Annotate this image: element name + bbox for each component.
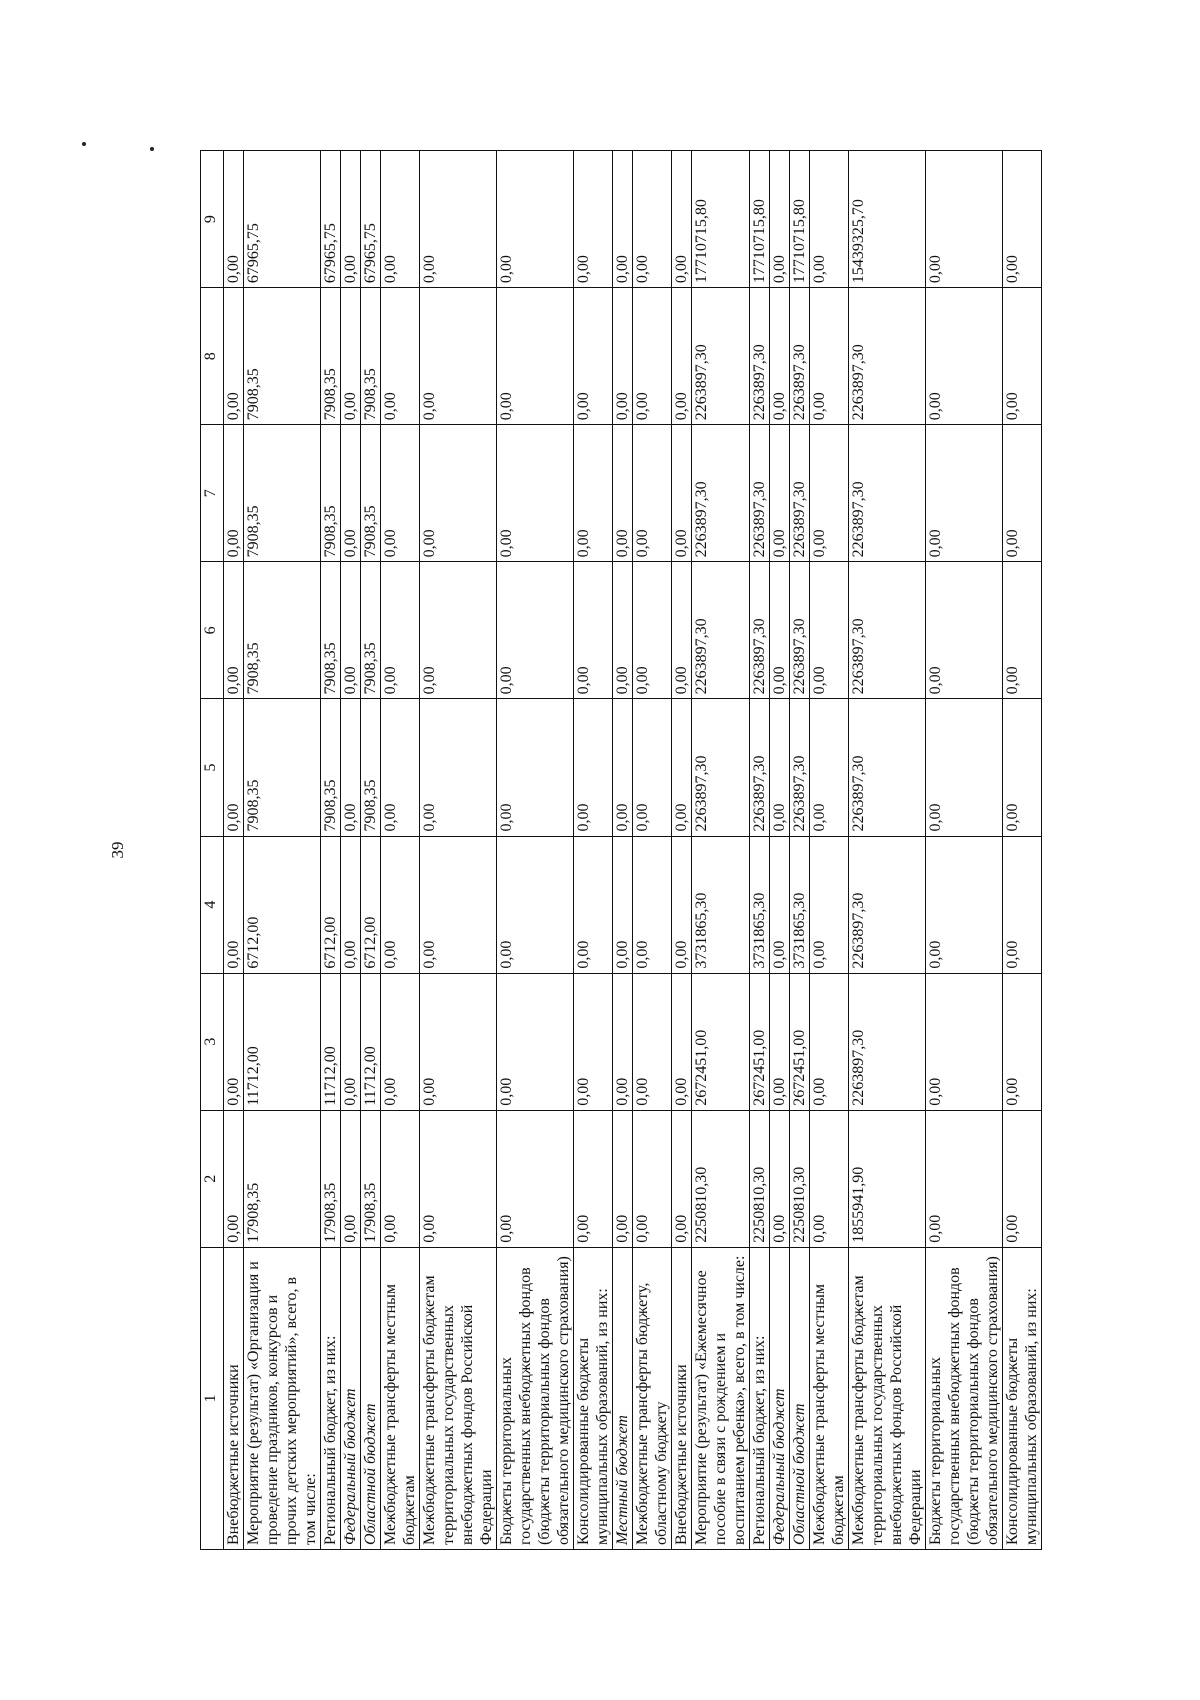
value-cell: 7908,35	[321, 562, 341, 699]
row-label: Региональный бюджет, из них:	[750, 1247, 770, 1549]
table-row	[613, 151, 633, 1550]
value-cell: 0,00	[497, 973, 574, 1110]
value-cell: 0,00	[420, 699, 497, 836]
column-header: 2	[201, 1110, 224, 1247]
column-header: 3	[201, 973, 224, 1110]
value-cell: 0,00	[633, 973, 672, 1110]
value-cell: 67965,75	[361, 151, 381, 288]
row-label: Местный бюджет	[613, 1247, 633, 1549]
value-cell: 3731865,30	[790, 836, 810, 973]
value-cell: 7908,35	[244, 288, 321, 425]
value-cell: 0,00	[420, 836, 497, 973]
value-cell: 0,00	[672, 151, 692, 288]
value-cell: 0,00	[926, 973, 1003, 1110]
value-cell: 0,00	[810, 836, 849, 973]
table-row	[849, 151, 926, 1550]
table-row	[672, 151, 692, 1550]
table-body	[224, 151, 1042, 1550]
value-cell: 2263897,30	[692, 699, 750, 836]
value-cell: 0,00	[926, 288, 1003, 425]
value-cell: 0,00	[420, 151, 497, 288]
value-cell: 0,00	[810, 288, 849, 425]
table-row	[224, 151, 244, 1550]
value-cell: 7908,35	[321, 425, 341, 562]
value-cell: 7908,35	[321, 288, 341, 425]
value-cell: 0,00	[770, 425, 790, 562]
value-cell: 3731865,30	[750, 836, 770, 973]
value-cell: 0,00	[633, 151, 672, 288]
value-cell: 0,00	[770, 699, 790, 836]
row-label: Региональный бюджет, из них:	[321, 1247, 341, 1549]
value-cell: 0,00	[926, 425, 1003, 562]
value-cell: 2263897,30	[750, 288, 770, 425]
row-label: Федеральный бюджет	[341, 1247, 361, 1549]
value-cell: 2263897,30	[750, 699, 770, 836]
table-row	[321, 151, 341, 1550]
value-cell: 11712,00	[244, 973, 321, 1110]
value-cell: 2263897,30	[849, 425, 926, 562]
table-row	[381, 151, 420, 1550]
value-cell: 2250810,30	[750, 1110, 770, 1247]
page-number: 39	[108, 841, 127, 859]
value-cell: 0,00	[633, 699, 672, 836]
value-cell: 0,00	[633, 836, 672, 973]
value-cell: 0,00	[381, 836, 420, 973]
table-row	[770, 151, 790, 1550]
value-cell: 0,00	[810, 699, 849, 836]
table-row	[692, 151, 750, 1550]
value-cell: 0,00	[672, 836, 692, 973]
value-cell: 0,00	[224, 836, 244, 973]
value-cell: 0,00	[574, 151, 613, 288]
row-label: Областной бюджет	[361, 1247, 381, 1549]
value-cell: 0,00	[341, 699, 361, 836]
value-cell: 2263897,30	[692, 425, 750, 562]
table-row	[361, 151, 381, 1550]
row-label: Консолидированные бюджеты муниципальных образований, из них:	[574, 1247, 613, 1549]
value-cell: 0,00	[926, 562, 1003, 699]
value-cell: 6712,00	[321, 836, 341, 973]
value-cell: 0,00	[497, 836, 574, 973]
value-cell: 17908,35	[321, 1110, 341, 1247]
value-cell: 0,00	[341, 836, 361, 973]
column-header: 7	[201, 425, 224, 562]
value-cell: 0,00	[613, 562, 633, 699]
value-cell: 0,00	[613, 288, 633, 425]
value-cell: 0,00	[770, 288, 790, 425]
value-cell: 0,00	[613, 151, 633, 288]
value-cell: 0,00	[574, 836, 613, 973]
row-label: Мероприятие (результат) «Организация и проведение праздников, конкурсов и прочих детских мероприятий», всего, в том числе:	[244, 1247, 321, 1549]
value-cell: 0,00	[420, 288, 497, 425]
value-cell: 7908,35	[321, 699, 341, 836]
value-cell: 2672451,00	[790, 973, 810, 1110]
table-header-row	[201, 151, 224, 1550]
value-cell: 0,00	[224, 151, 244, 288]
row-label: Мероприятие (результат) «Ежемесячное пособие в связи с рождением и воспитанием ребенка», всего, в том числе:	[692, 1247, 750, 1549]
value-cell: 0,00	[497, 425, 574, 562]
value-cell: 0,00	[926, 151, 1003, 288]
value-cell: 0,00	[672, 425, 692, 562]
value-cell: 0,00	[770, 1110, 790, 1247]
value-cell: 0,00	[420, 425, 497, 562]
row-label: Федеральный бюджет	[770, 1247, 790, 1549]
value-cell: 0,00	[574, 973, 613, 1110]
value-cell: 0,00	[497, 562, 574, 699]
value-cell: 1855941,90	[849, 1110, 926, 1247]
value-cell: 0,00	[341, 973, 361, 1110]
value-cell: 7908,35	[244, 699, 321, 836]
value-cell: 17908,35	[361, 1110, 381, 1247]
value-cell: 2263897,30	[750, 562, 770, 699]
value-cell: 2263897,30	[750, 425, 770, 562]
value-cell: 0,00	[613, 1110, 633, 1247]
value-cell: 17710715,80	[790, 151, 810, 288]
value-cell: 0,00	[224, 425, 244, 562]
value-cell: 0,00	[381, 562, 420, 699]
value-cell: 0,00	[672, 973, 692, 1110]
table-row	[420, 151, 497, 1550]
value-cell: 2263897,30	[790, 699, 810, 836]
row-label: Консолидированные бюджеты муниципальных образований, из них:	[1003, 1247, 1042, 1549]
value-cell: 0,00	[497, 151, 574, 288]
value-cell: 0,00	[810, 151, 849, 288]
value-cell: 2263897,30	[849, 836, 926, 973]
value-cell: 0,00	[574, 288, 613, 425]
row-label: Бюджеты территориальных государственных внебюджетных фондов (бюджеты территориальных фондов обязательного медицинского страхования)	[497, 1247, 574, 1549]
value-cell: 7908,35	[244, 562, 321, 699]
value-cell: 0,00	[341, 151, 361, 288]
value-cell: 7908,35	[361, 425, 381, 562]
column-header: 5	[201, 699, 224, 836]
value-cell: 3731865,30	[692, 836, 750, 973]
value-cell: 0,00	[341, 1110, 361, 1247]
table-row	[574, 151, 613, 1550]
column-header: 4	[201, 836, 224, 973]
value-cell: 0,00	[810, 973, 849, 1110]
row-label: Межбюджетные трансферты бюджету, областному бюджету	[633, 1247, 672, 1549]
row-label: Межбюджетные трансферты бюджетам территориальных государственных внебюджетных фондов Российской Федерации	[420, 1247, 497, 1549]
value-cell: 2250810,30	[692, 1110, 750, 1247]
value-cell: 0,00	[1003, 562, 1042, 699]
value-cell: 0,00	[1003, 973, 1042, 1110]
value-cell: 0,00	[381, 1110, 420, 1247]
value-cell: 0,00	[672, 699, 692, 836]
value-cell: 11712,00	[361, 973, 381, 1110]
row-label: Межбюджетные трансферты бюджетам территориальных государственных внебюджетных фондов Российской Федерации	[849, 1247, 926, 1549]
value-cell: 0,00	[1003, 425, 1042, 562]
value-cell: 0,00	[420, 973, 497, 1110]
row-label: Межбюджетные трансферты местным бюджетам	[810, 1247, 849, 1549]
value-cell: 0,00	[341, 425, 361, 562]
value-cell: 0,00	[613, 836, 633, 973]
table-row	[926, 151, 1003, 1550]
value-cell: 0,00	[633, 1110, 672, 1247]
value-cell: 11712,00	[321, 973, 341, 1110]
value-cell: 67965,75	[244, 151, 321, 288]
value-cell: 2263897,30	[790, 562, 810, 699]
value-cell: 0,00	[672, 562, 692, 699]
value-cell: 0,00	[341, 562, 361, 699]
value-cell: 6712,00	[244, 836, 321, 973]
value-cell: 0,00	[420, 1110, 497, 1247]
value-cell: 0,00	[810, 1110, 849, 1247]
value-cell: 2250810,30	[790, 1110, 810, 1247]
rotated-table-wrapper	[200, 150, 1200, 1545]
value-cell: 0,00	[497, 1110, 574, 1247]
value-cell: 2263897,30	[849, 973, 926, 1110]
table-row	[810, 151, 849, 1550]
value-cell: 0,00	[574, 562, 613, 699]
table-row	[750, 151, 770, 1550]
value-cell: 7908,35	[361, 699, 381, 836]
table-row	[790, 151, 810, 1550]
value-cell: 2263897,30	[790, 288, 810, 425]
value-cell: 0,00	[224, 973, 244, 1110]
value-cell: 0,00	[381, 288, 420, 425]
table-row	[341, 151, 361, 1550]
value-cell: 0,00	[381, 699, 420, 836]
column-header: 9	[201, 151, 224, 288]
value-cell: 0,00	[224, 699, 244, 836]
value-cell: 17710715,80	[750, 151, 770, 288]
value-cell: 0,00	[224, 1110, 244, 1247]
row-label: Внебюджетные источники	[224, 1247, 244, 1549]
budget-table	[200, 150, 1042, 1550]
value-cell: 0,00	[770, 973, 790, 1110]
value-cell: 2263897,30	[692, 288, 750, 425]
value-cell: 0,00	[672, 1110, 692, 1247]
value-cell: 0,00	[926, 836, 1003, 973]
value-cell: 0,00	[381, 151, 420, 288]
value-cell: 67965,75	[321, 151, 341, 288]
value-cell: 0,00	[1003, 151, 1042, 288]
value-cell: 0,00	[574, 1110, 613, 1247]
value-cell: 2263897,30	[790, 425, 810, 562]
value-cell: 2263897,30	[692, 562, 750, 699]
value-cell: 0,00	[810, 425, 849, 562]
value-cell: 0,00	[633, 288, 672, 425]
value-cell: 0,00	[381, 425, 420, 562]
value-cell: 0,00	[574, 425, 613, 562]
value-cell: 0,00	[497, 288, 574, 425]
value-cell: 15439325,70	[849, 151, 926, 288]
value-cell: 0,00	[1003, 836, 1042, 973]
value-cell: 0,00	[497, 699, 574, 836]
value-cell: 17710715,80	[692, 151, 750, 288]
value-cell: 0,00	[770, 836, 790, 973]
value-cell: 17908,35	[244, 1110, 321, 1247]
column-header: 1	[201, 1247, 224, 1549]
scan-speck	[82, 142, 86, 146]
value-cell: 2263897,30	[849, 699, 926, 836]
row-label: Областной бюджет	[790, 1247, 810, 1549]
value-cell: 0,00	[633, 425, 672, 562]
table-row	[497, 151, 574, 1550]
value-cell: 0,00	[810, 562, 849, 699]
value-cell: 2672451,00	[750, 973, 770, 1110]
value-cell: 0,00	[672, 288, 692, 425]
scan-speck	[150, 147, 154, 151]
value-cell: 7908,35	[244, 425, 321, 562]
column-header: 6	[201, 562, 224, 699]
table-row	[1003, 151, 1042, 1550]
value-cell: 0,00	[1003, 1110, 1042, 1247]
value-cell: 0,00	[613, 699, 633, 836]
value-cell: 0,00	[1003, 288, 1042, 425]
value-cell: 0,00	[613, 425, 633, 562]
value-cell: 0,00	[420, 562, 497, 699]
value-cell: 0,00	[381, 973, 420, 1110]
value-cell: 2672451,00	[692, 973, 750, 1110]
value-cell: 0,00	[926, 1110, 1003, 1247]
value-cell: 0,00	[341, 288, 361, 425]
value-cell: 6712,00	[361, 836, 381, 973]
value-cell: 0,00	[224, 288, 244, 425]
value-cell: 0,00	[770, 151, 790, 288]
value-cell: 2263897,30	[849, 562, 926, 699]
value-cell: 7908,35	[361, 288, 381, 425]
table-row	[633, 151, 672, 1550]
value-cell: 0,00	[770, 562, 790, 699]
row-label: Бюджеты территориальных государственных внебюджетных фондов (бюджеты территориальных фондов обязательного медицинского страхования)	[926, 1247, 1003, 1549]
table-row	[244, 151, 321, 1550]
column-header: 8	[201, 288, 224, 425]
value-cell: 0,00	[1003, 699, 1042, 836]
value-cell: 7908,35	[361, 562, 381, 699]
value-cell: 2263897,30	[849, 288, 926, 425]
row-label: Внебюджетные источники	[672, 1247, 692, 1549]
value-cell: 0,00	[224, 562, 244, 699]
value-cell: 0,00	[633, 562, 672, 699]
row-label: Межбюджетные трансферты местным бюджетам	[381, 1247, 420, 1549]
value-cell: 0,00	[574, 699, 613, 836]
value-cell: 0,00	[926, 699, 1003, 836]
value-cell: 0,00	[613, 973, 633, 1110]
